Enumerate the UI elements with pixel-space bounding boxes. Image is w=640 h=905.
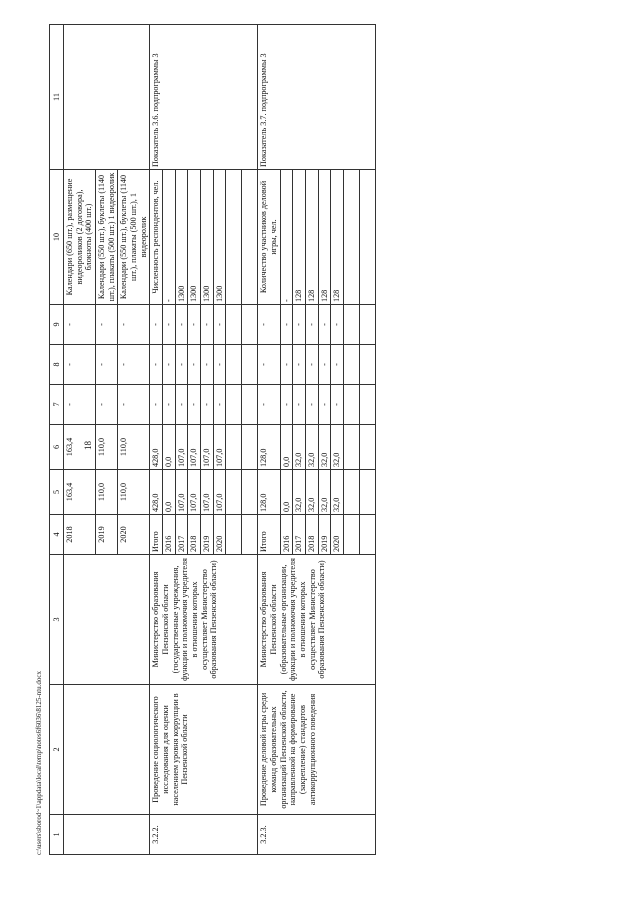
budget-cell: 32,0 bbox=[293, 425, 306, 470]
col9-cell: - bbox=[213, 305, 226, 345]
year-cell: 2016 bbox=[163, 515, 176, 555]
col7-cell: - bbox=[201, 385, 214, 425]
column-header-8: 8 bbox=[50, 345, 64, 385]
column-header-4: 4 bbox=[50, 515, 64, 555]
item-number-cell bbox=[64, 815, 150, 855]
indicator-value-cell: - bbox=[280, 170, 293, 305]
total-cell: 428,0 bbox=[150, 470, 163, 515]
col7-cell: - bbox=[213, 385, 226, 425]
total-cell: 110,0 bbox=[118, 470, 150, 515]
column-header-10: 10 bbox=[50, 170, 64, 305]
total-cell: 32,0 bbox=[331, 470, 344, 515]
indicator-value-cell: - bbox=[163, 170, 176, 305]
indicator-name-cell: Численность респондентов, чел. bbox=[150, 170, 163, 305]
empty-cell bbox=[344, 385, 360, 425]
col9-cell: - bbox=[331, 305, 344, 345]
col9-cell: - bbox=[150, 305, 163, 345]
year-cell: 2020 bbox=[118, 515, 150, 555]
column-header-6: 6 bbox=[50, 425, 64, 470]
empty-cell bbox=[226, 345, 242, 385]
empty-cell bbox=[242, 385, 258, 425]
col8-cell: - bbox=[293, 345, 306, 385]
budget-cell: 32,0 bbox=[318, 425, 331, 470]
year-cell: 2019 bbox=[318, 515, 331, 555]
col8-cell: - bbox=[163, 345, 176, 385]
empty-cell bbox=[242, 425, 258, 470]
total-cell: 107,0 bbox=[175, 470, 188, 515]
col8-cell: - bbox=[175, 345, 188, 385]
executor-cell: Министерство образования Пензенской области (государственные учреждения, функции и полномочия учредителя в отношении которых осуществляет Министерство образования Пензенской области) bbox=[150, 555, 258, 685]
total-cell: 0,0 bbox=[163, 470, 176, 515]
budget-cell: 107,0 bbox=[213, 425, 226, 470]
table-row bbox=[150, 25, 163, 855]
indicator-value-cell: 128 bbox=[293, 170, 306, 305]
budget-cell: 163,4 bbox=[64, 425, 96, 470]
col9-cell: - bbox=[306, 305, 319, 345]
indicator-ref-cell: Показатель 3.7. подпрограммы 3 bbox=[258, 25, 376, 170]
executor-cell: Министерство образования Пензенской области (образовательные организации, функции и полномочия учредителя в отношении которых осуществляет Министерство образования Пензенской области) bbox=[258, 555, 376, 685]
budget-cell: 32,0 bbox=[331, 425, 344, 470]
empty-cell bbox=[344, 345, 360, 385]
budget-cell: 107,0 bbox=[188, 425, 201, 470]
col7-cell: - bbox=[188, 385, 201, 425]
total-cell: 128,0 bbox=[258, 470, 280, 515]
empty-cell bbox=[242, 170, 258, 305]
year-cell: 2017 bbox=[175, 515, 188, 555]
col9-cell: - bbox=[163, 305, 176, 345]
col9-cell: - bbox=[293, 305, 306, 345]
year-cell: 2016 bbox=[280, 515, 293, 555]
column-header-2: 2 bbox=[50, 685, 64, 815]
column-header-1: 1 bbox=[50, 815, 64, 855]
col7-cell: - bbox=[96, 385, 118, 425]
col8-cell: - bbox=[118, 345, 150, 385]
total-cell: 32,0 bbox=[306, 470, 319, 515]
budget-cell: 428,0 bbox=[150, 425, 163, 470]
col9-cell: - bbox=[175, 305, 188, 345]
indicator-ref-cell bbox=[64, 25, 150, 170]
indicator-value-cell: 1300 bbox=[175, 170, 188, 305]
col8-cell: - bbox=[280, 345, 293, 385]
col8-cell: - bbox=[306, 345, 319, 385]
col9-cell: - bbox=[64, 305, 96, 345]
col7-cell: - bbox=[280, 385, 293, 425]
empty-cell bbox=[360, 345, 376, 385]
item-name-cell bbox=[64, 685, 150, 815]
budget-cell: 128,0 bbox=[258, 425, 280, 470]
col9-cell: - bbox=[318, 305, 331, 345]
column-header-3: 3 bbox=[50, 555, 64, 685]
col8-cell: - bbox=[213, 345, 226, 385]
col8-cell: - bbox=[318, 345, 331, 385]
col7-cell: - bbox=[258, 385, 280, 425]
file-path: c:\users\sborod~1\appdata\local\temp\notes6f6036\8125-ntu.docx bbox=[35, 671, 43, 855]
budget-cell: 110,0 bbox=[118, 425, 150, 470]
col7-cell: - bbox=[306, 385, 319, 425]
indicator-value-cell: 128 bbox=[318, 170, 331, 305]
col8-cell: - bbox=[258, 345, 280, 385]
item-number-cell: 3.2.3. bbox=[258, 815, 376, 855]
year-cell: 2018 bbox=[306, 515, 319, 555]
budget-cell: 107,0 bbox=[175, 425, 188, 470]
indicator-value-cell: Календари (650 шт.), размещение видеороликов (2 договора), блокноты (400 шт.) bbox=[64, 170, 96, 305]
table-row bbox=[64, 25, 96, 855]
col8-cell: - bbox=[188, 345, 201, 385]
item-name-cell: Проведение социологического исследования для оценки населением уровня коррупции в Пензенской области bbox=[150, 685, 258, 815]
year-cell: 2020 bbox=[213, 515, 226, 555]
col8-cell: - bbox=[150, 345, 163, 385]
year-cell: 2020 bbox=[331, 515, 344, 555]
col8-cell: - bbox=[96, 345, 118, 385]
executor-cell bbox=[64, 555, 150, 685]
indicator-ref-cell: Показатель 3.6. подпрограммы 3 bbox=[150, 25, 258, 170]
year-cell: Итого bbox=[150, 515, 163, 555]
column-header-11: 11 bbox=[50, 25, 64, 170]
col7-cell: - bbox=[318, 385, 331, 425]
col9-cell: - bbox=[258, 305, 280, 345]
col8-cell: - bbox=[64, 345, 96, 385]
empty-cell bbox=[360, 385, 376, 425]
total-cell: 107,0 bbox=[201, 470, 214, 515]
column-header-9: 9 bbox=[50, 305, 64, 345]
rotated-page bbox=[35, 25, 605, 855]
empty-cell bbox=[242, 515, 258, 555]
total-cell: 0,0 bbox=[280, 470, 293, 515]
empty-cell bbox=[226, 170, 242, 305]
indicator-value-cell: 1300 bbox=[213, 170, 226, 305]
total-cell: 107,0 bbox=[213, 470, 226, 515]
col7-cell: - bbox=[163, 385, 176, 425]
indicator-name-cell: Количество участников деловой игры, чел. bbox=[258, 170, 280, 305]
indicator-value-cell: 128 bbox=[306, 170, 319, 305]
indicator-value-cell: 128 bbox=[331, 170, 344, 305]
budget-cell: 32,0 bbox=[306, 425, 319, 470]
empty-cell bbox=[226, 515, 242, 555]
col7-cell: - bbox=[293, 385, 306, 425]
total-cell: 163,4 bbox=[64, 470, 96, 515]
col9-cell: - bbox=[96, 305, 118, 345]
empty-cell bbox=[360, 425, 376, 470]
empty-cell bbox=[226, 305, 242, 345]
program-table bbox=[49, 24, 376, 855]
col9-cell: - bbox=[118, 305, 150, 345]
empty-cell bbox=[242, 470, 258, 515]
col9-cell: - bbox=[188, 305, 201, 345]
col7-cell: - bbox=[331, 385, 344, 425]
empty-cell bbox=[344, 515, 360, 555]
empty-cell bbox=[360, 170, 376, 305]
indicator-value-cell: 1300 bbox=[188, 170, 201, 305]
indicator-value-cell: Календари (550 шт.), буклеты (1140 шт.), плакаты (500 шт.) 1 видеоролик bbox=[96, 170, 118, 305]
total-cell: 32,0 bbox=[318, 470, 331, 515]
empty-cell bbox=[344, 170, 360, 305]
column-header-5: 5 bbox=[50, 470, 64, 515]
budget-cell: 0,0 bbox=[280, 425, 293, 470]
budget-cell: 110,0 bbox=[96, 425, 118, 470]
table-row bbox=[258, 25, 280, 855]
empty-cell bbox=[360, 305, 376, 345]
empty-cell bbox=[344, 470, 360, 515]
total-cell: 110,0 bbox=[96, 470, 118, 515]
empty-cell bbox=[344, 305, 360, 345]
budget-cell: 0,0 bbox=[163, 425, 176, 470]
indicator-value-cell: 1300 bbox=[201, 170, 214, 305]
column-header-7: 7 bbox=[50, 385, 64, 425]
year-cell: Итого bbox=[258, 515, 280, 555]
budget-cell: 107,0 bbox=[201, 425, 214, 470]
year-cell: 2018 bbox=[64, 515, 96, 555]
empty-cell bbox=[242, 305, 258, 345]
year-cell: 2019 bbox=[201, 515, 214, 555]
year-cell: 2018 bbox=[188, 515, 201, 555]
empty-cell bbox=[360, 470, 376, 515]
col9-cell: - bbox=[201, 305, 214, 345]
col9-cell: - bbox=[280, 305, 293, 345]
page-number: 18 bbox=[83, 441, 93, 450]
col7-cell: - bbox=[150, 385, 163, 425]
empty-cell bbox=[226, 425, 242, 470]
empty-cell bbox=[344, 425, 360, 470]
empty-cell bbox=[226, 470, 242, 515]
col8-cell: - bbox=[201, 345, 214, 385]
col7-cell: - bbox=[118, 385, 150, 425]
indicator-value-cell: Календари (550 шт.), буклеты (1140 шт.), плакаты (500 шт.), 1 видеоролик bbox=[118, 170, 150, 305]
col7-cell: - bbox=[175, 385, 188, 425]
col7-cell: - bbox=[64, 385, 96, 425]
item-number-cell: 3.2.2. bbox=[150, 815, 258, 855]
col8-cell: - bbox=[331, 345, 344, 385]
year-cell: 2019 bbox=[96, 515, 118, 555]
total-cell: 32,0 bbox=[293, 470, 306, 515]
total-cell: 107,0 bbox=[188, 470, 201, 515]
header-row bbox=[50, 25, 64, 855]
empty-cell bbox=[242, 345, 258, 385]
year-cell: 2017 bbox=[293, 515, 306, 555]
empty-cell bbox=[360, 515, 376, 555]
item-name-cell: Проведение деловой игры среди команд образовательных организаций Пензенской области, направленной на формирование (закрепление) стандартов антикоррупционного поведения bbox=[258, 685, 376, 815]
empty-cell bbox=[226, 385, 242, 425]
